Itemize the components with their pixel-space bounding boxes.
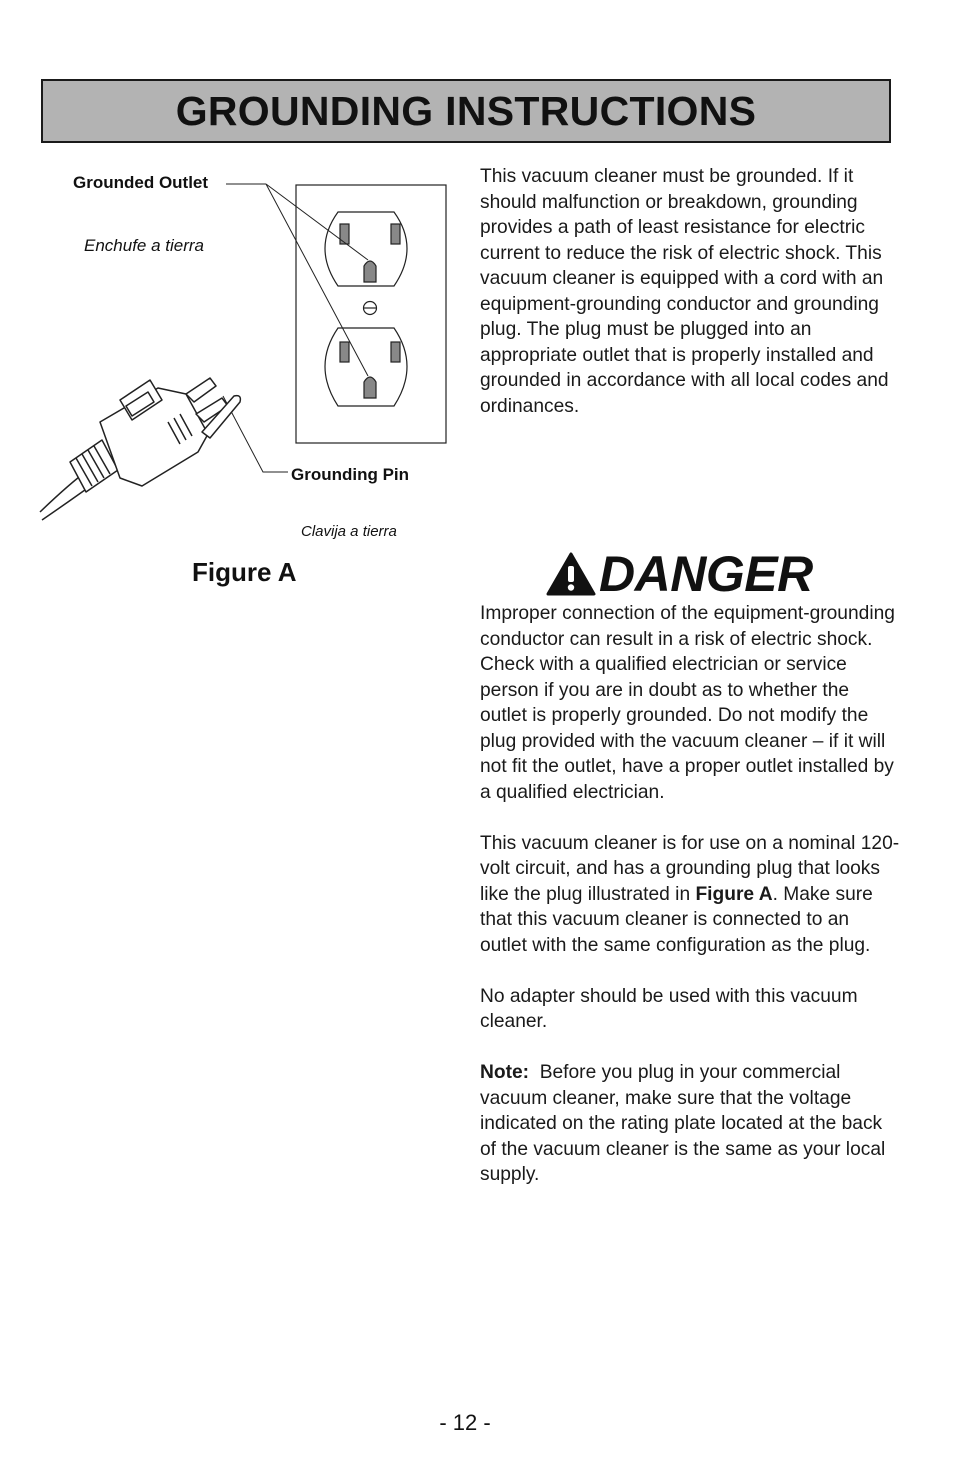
danger-heading xyxy=(545,544,813,604)
danger-paragraph-2 xyxy=(480,831,900,959)
page-title: GROUNDING INSTRUCTIONS xyxy=(175,87,757,134)
note-paragraph xyxy=(480,1060,900,1188)
grounded-outlet-label: Grounded Outlet xyxy=(73,173,209,192)
grounding-pin-label: Grounding Pin xyxy=(291,465,410,484)
danger-paragraph-3: No adapter should be used with this vacuum cleaner. xyxy=(480,985,858,1032)
figure-caption: Figure A xyxy=(192,557,297,587)
grounding-pin-label-spanish: Clavija a tierra xyxy=(301,523,397,540)
plug-outlet-illustration xyxy=(38,160,458,550)
title-banner xyxy=(41,79,891,143)
danger-paragraph-2-end: . Make sure that this vacuum cleaner is connected to an outlet with the same configuration as the plug. xyxy=(480,883,873,956)
intro-paragraph: This vacuum cleaner must be grounded. If it should malfunction or breakdown, grounding provides a path of least resistance for electric current to reduce the risk of electric shock. This vacuum cleaner is equipped with a cord with an equipment-grounding conductor and grounding plug. The plug must be plugged into an appropriate outlet that is properly installed and grounded in accordance with all local codes and ordinances. xyxy=(480,166,889,417)
figure-a xyxy=(38,160,458,550)
plug-drawing xyxy=(40,378,240,520)
page-number: - 12 - xyxy=(439,1410,491,1435)
danger-paragraph-1: Improper connection of the equipment-grounding conductor can result in a risk of electric shock. Check with a qualified electrician or service person if you are in doubt as to whether the outlet is properly grounded. Do not modify the plug provided with the vacuum cleaner – if it will not fit the outlet, have a proper outlet installed by a qualified electrician. xyxy=(480,603,895,803)
note-text: Before you plug in your commercial vacuum cleaner, make sure that the voltage indicated on the rating plate located at the back of the vacuum cleaner is the same as your local supply. xyxy=(480,1062,886,1185)
warning-triangle-icon xyxy=(545,551,597,597)
danger-word: DANGER xyxy=(599,546,813,602)
note-label: Note: xyxy=(480,1062,530,1083)
danger-text xyxy=(480,601,900,1188)
figure-a-reference: Figure A xyxy=(695,883,773,905)
danger-paragraph-2-start: This vacuum cleaner is for use on a nominal 120-volt circuit, and has a grounding plug that looks like the plug illustrated in xyxy=(480,832,900,905)
grounded-outlet-label-spanish: Enchufe a tierra xyxy=(84,236,205,255)
intro-text xyxy=(480,164,900,419)
